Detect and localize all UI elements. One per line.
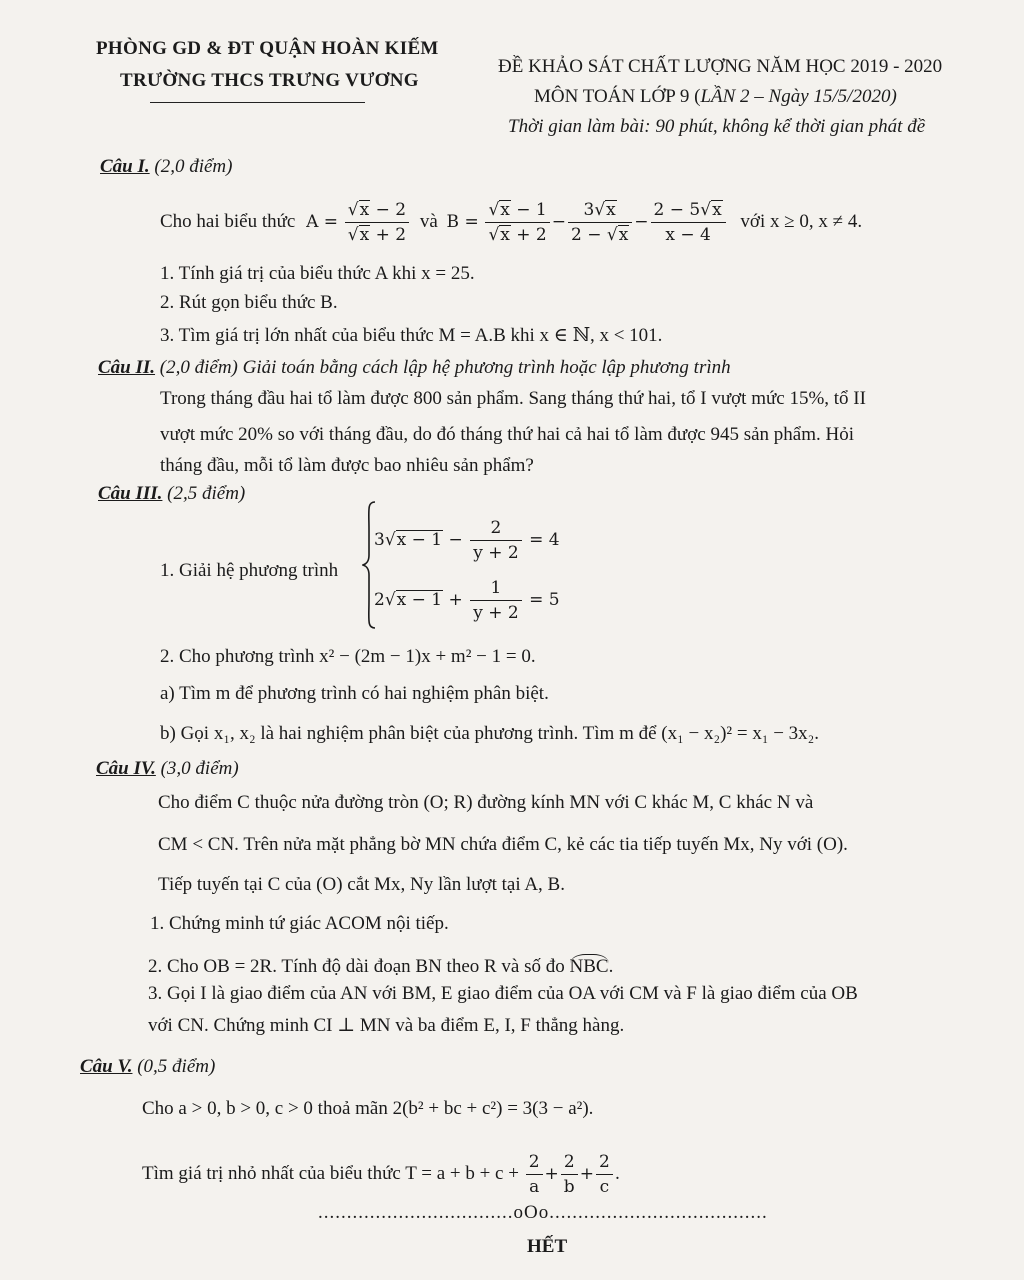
expr-b-frac1: $\frac{√x - 1}{√x + 2}$ <box>485 198 549 247</box>
q5-heading: Câu V. (0,5 điểm) <box>80 1056 216 1077</box>
system-eq1: 3√x − 1 − $\frac{2}{y + 2}$ = 4 <box>374 518 560 563</box>
q4-item1: 1. Chứng minh tứ giác ACOM nội tiếp. <box>150 913 449 934</box>
q4-item3-line2: với CN. Chứng minh CI ⊥ MN và ba điểm E, I, F thẳng hàng. <box>148 1015 625 1036</box>
q5-line2: Tìm giá trị nhỏ nhất của biểu thức T = a + b + c + $\frac{2}{a}$ + $\frac{2}{b}$ + $\frac{2}{c}$ . <box>142 1152 621 1197</box>
expr-b-frac3: $\frac{2 - 5√x}{x - 4}$ <box>651 198 726 247</box>
expr-a-fraction: $\frac{√x - 2}{√x + 2}$ <box>345 198 409 247</box>
exam-time: Thời gian làm bài: 90 phút, không kể thời gian phát đề <box>508 116 926 137</box>
header-underline <box>150 102 365 103</box>
exam-title: ĐỀ KHẢO SÁT CHẤT LƯỢNG NĂM HỌC 2019 - 2020 <box>498 56 943 77</box>
school-name: TRƯỜNG THCS TRƯNG VƯƠNG <box>120 70 419 91</box>
angle-nbc: NBC <box>569 956 609 977</box>
q4-line2: CM < CN. Trên nửa mặt phẳng bờ MN chứa điểm C, kẻ các tia tiếp tuyến Mx, Ny với (O). <box>158 834 848 855</box>
q4-line1: Cho điểm C thuộc nửa đường tròn (O; R) đường kính MN với C khác M, C khác N và <box>158 792 814 813</box>
q3-item2b: b) Gọi x₁, x₂ là hai nghiệm phân biệt của phương trình. Tìm m để (x₁ − x₂)² = x₁ − 3x₂. <box>160 723 820 744</box>
q4-line3: Tiếp tuyến tại C của (O) cắt Mx, Ny lần lượt tại A, B. <box>158 874 565 895</box>
q2-line3: tháng đầu, mỗi tổ làm được bao nhiêu sản phẩm? <box>160 455 534 476</box>
q3-item2a: a) Tìm m để phương trình có hai nghiệm phân biệt. <box>160 683 549 704</box>
school-department: PHÒNG GD & ĐT QUẬN HOÀN KIẾM <box>96 38 439 59</box>
q1-item1: 1. Tính giá trị của biểu thức A khi x = 25. <box>160 263 475 284</box>
end-label: HẾT <box>527 1236 568 1257</box>
q3-item1: 1. Giải hệ phương trình <box>160 560 339 581</box>
q3-item2: 2. Cho phương trình x² − (2m − 1)x + m² − 1 = 0. <box>160 646 536 667</box>
q4-heading: Câu IV. (3,0 điểm) <box>96 758 239 779</box>
q4-item2: 2. Cho OB = 2R. Tính độ dài đoạn BN theo R và số đo NBC. <box>148 956 614 977</box>
q2-line1: Trong tháng đầu hai tổ làm được 800 sản phẩm. Sang tháng thứ hai, tổ I vượt mức 15%, tổ II <box>160 388 866 409</box>
q3-heading: Câu III. (2,5 điểm) <box>98 483 246 504</box>
q5-line1: Cho a > 0, b > 0, c > 0 thoả mãn 2(b² + bc + c²) = 3(3 − a²). <box>142 1098 594 1119</box>
q1-heading: Câu I. (2,0 điểm) <box>100 156 233 177</box>
expr-b-frac2: $\frac{3√x}{2 - √x}$ <box>568 198 632 247</box>
end-separator: ..................................oOo...................................... <box>318 1202 768 1223</box>
q4-item3-line1: 3. Gọi I là giao điểm của AN với BM, E giao điểm của OA với CM và F là giao điểm của OB <box>148 983 858 1004</box>
q1-item2: 2. Rút gọn biểu thức B. <box>160 292 338 313</box>
q2-line2: vượt mức 20% so với tháng đầu, do đó tháng thứ hai cả hai tổ làm được 945 sản phẩm. Hỏi <box>160 424 854 445</box>
system-eq2: 2√x − 1 + $\frac{1}{y + 2}$ = 5 <box>374 578 560 623</box>
q2-heading: Câu II. (2,0 điểm) Giải toán bằng cách lập hệ phương trình hoặc lập phương trình <box>98 357 731 378</box>
q1-expressions: Cho hai biểu thức A = $\frac{√x - 2}{√x + 2}$ và B = $\frac{√x - 1}{√x + 2}$ − $\frac{3√x}{2 - √x}$ − $\frac{2 - 5√x}{x - 4}$ với x ≥ 0, x ≠ 4. <box>160 200 863 245</box>
q1-item3: 3. Tìm giá trị lớn nhất của biểu thức M = A.B khi x ∈ ℕ, x < 101. <box>160 325 663 346</box>
exam-subject: MÔN TOÁN LỚP 9 (LẦN 2 – Ngày 15/5/2020) <box>534 86 897 107</box>
